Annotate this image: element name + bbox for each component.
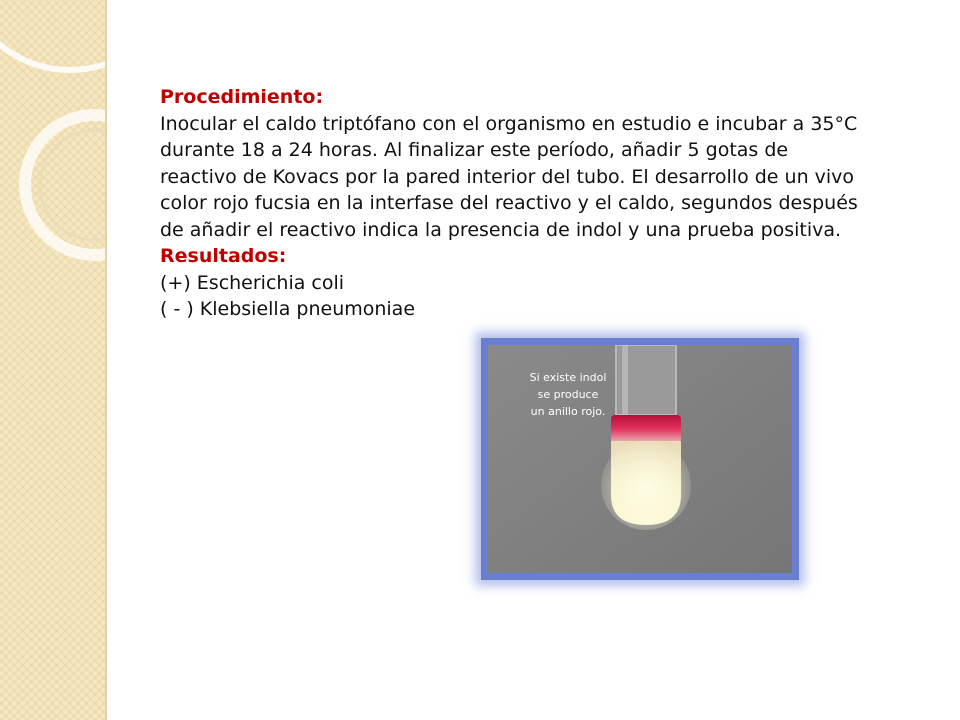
decorative-side-band [0, 0, 105, 720]
caption-line: un anillo rojo. [530, 405, 606, 418]
test-tube-photo [488, 345, 792, 573]
test-tube-photo-frame [481, 338, 799, 580]
slide-content [160, 84, 860, 323]
band-divider [105, 0, 107, 720]
results-heading: Resultados: [160, 245, 287, 267]
procedure-heading: Procedimiento: [160, 86, 324, 108]
result-positive: (+) Escherichia coli [160, 271, 345, 294]
photo-caption [508, 369, 628, 420]
caption-line: se produce [537, 388, 599, 401]
procedure-text: Inocular el caldo triptófano con el organismo en estudio e incubar a 35°C durante 18 a 24 horas. Al finalizar este período, añadir 5 gotas de reactivo de Kovacs por la pared interior del tubo. El desarrollo de un vivo color rojo fucsia en la interfase del reactivo y el caldo, segundos después de añadir el reactivo indica la presencia de indol y una prueba positiva. [160, 112, 858, 241]
result-negative: ( - ) Klebsiella pneumoniae [160, 298, 416, 320]
decorative-circles [0, 0, 105, 720]
caption-line: Si existe indol [529, 371, 607, 384]
